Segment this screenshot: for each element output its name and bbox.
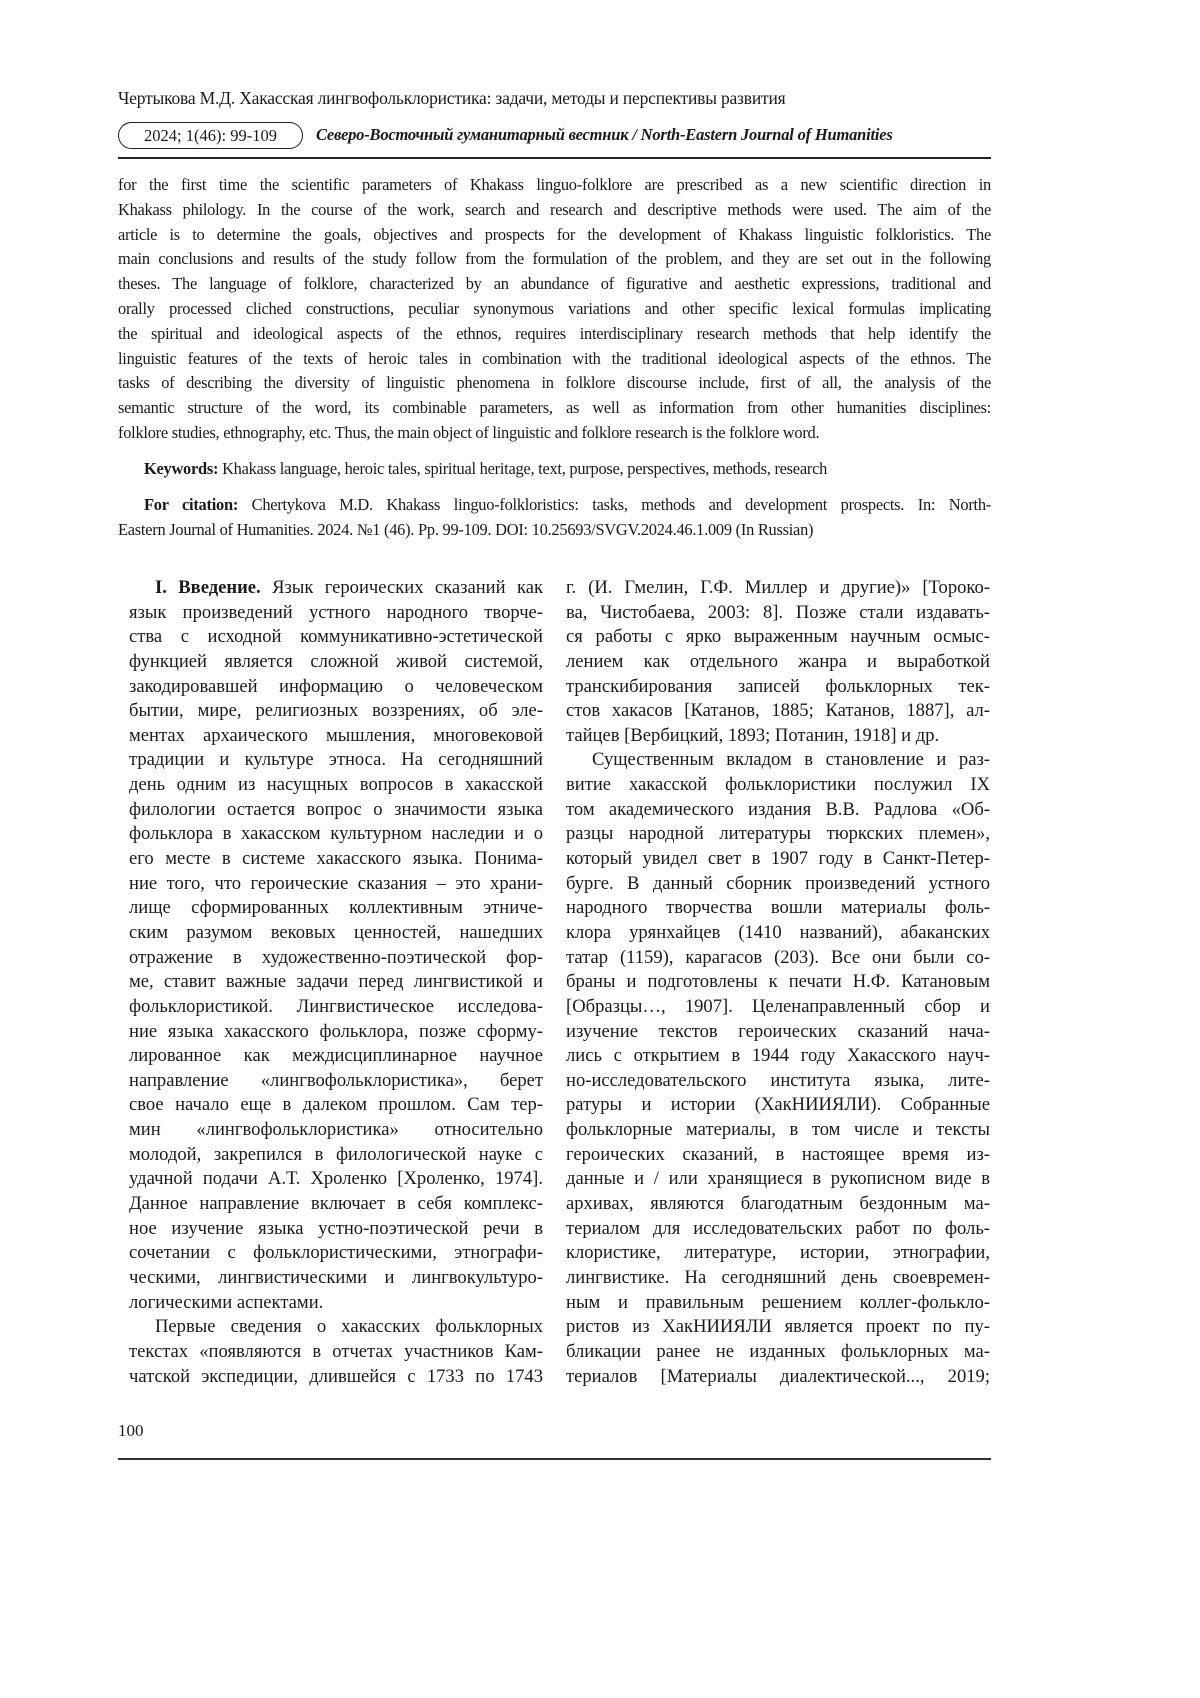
text-line: лированное как междисциплинарное научное [129,1045,543,1067]
keywords [118,457,991,482]
citation-line [118,493,991,518]
text-line: язык произведений устного народного творче- [129,601,543,623]
text-line: но-исследовательского института языка, лите- [566,1069,990,1091]
text-line: молодой, закрепился в филологической науке с [129,1143,543,1165]
text-line: тайцев [Вербицкий, 1893; Потанин, 1918] и др. [566,724,940,746]
text-line: ристов из ХакНИИЯЛИ является проект по пу- [566,1316,990,1338]
text-span: Язык героических сказаний как [260,577,543,598]
text-line: разцы народной литературы тюркских племен», [566,823,990,845]
text-line: чатской экспедиции, длившейся с 1733 по 1743 [129,1365,543,1387]
keywords-label: Keywords: [144,459,219,478]
text-line: героических сказаний, в настоящее время из- [566,1143,990,1165]
text-line: ва, Чистобаева, 2003: 8]. Позже стали издавать- [566,601,990,623]
abstract-line: theses. The language of folklore, characterized by an abundance of figurative and aesthetic expressions, traditional and [118,274,991,294]
text-line: стов хакасов [Катанов, 1885; Катанов, 1887], ал- [566,700,990,722]
running-title: Чертыкова М.Д. Хакасская лингвофольклористика: задачи, методы и перспективы развития [118,88,786,108]
text-line [129,576,543,601]
abstract-line: main conclusions and results of the study follow from the formulation of the problem, and they are set out in the following [118,249,991,269]
text-line: его месте в системе хакасского языка. Понима- [129,848,543,870]
text-line: мин «лингвофольклористика» относительно [129,1119,543,1141]
text-line: ческими, лингвистическими и лингвокультуро- [129,1266,543,1288]
abstract [118,173,991,446]
abstract-line: tasks of describing the diversity of linguistic phenomena in folklore discourse include, first of all, the analysis of the [118,373,991,393]
text-line: ся работы с ярко выраженным научным осмыс- [566,626,990,648]
abstract-line: semantic structure of the word, its combinable parameters, as well as information from other humanities disciplines: [118,398,991,418]
text-line: фольклорные материалы, в том числе и тексты [566,1119,990,1141]
abstract-line: the spiritual and ideological aspects of the ethnos, requires interdisciplinary research methods that help identify the [118,323,991,343]
text-line: фольклористикой. Лингвистическое исследова- [129,995,543,1017]
text-line: удачной подачи А.Т. Хроленко [Хроленко, 1974]. [129,1168,543,1190]
page-number: 100 [118,1421,144,1440]
text-line: ное изучение языка устно-поэтической речи в [129,1217,543,1239]
text-line: г. (И. Гмелин, Г.Ф. Миллер и другие)» [Тороко- [566,577,990,598]
text-line: сочетании с фольклористическими, этнографи- [129,1242,543,1264]
text-line: день одним из насущных вопросов в хакасской [129,774,543,796]
text-line: ме, ставит важные задачи перед лингвистикой и [129,971,543,993]
text-line: витие хакасской фольклористики послужил IX [566,774,990,796]
footer-divider [118,1458,991,1460]
text-line: транскибирования записей фольклорных тек- [566,675,990,697]
abstract-line: orally processed cliched constructions, peculiar synonymous variations and other specific lexical formulas implicating [118,298,991,318]
abstract-line: for the first time the scientific parameters of Khakass linguo-folklore are prescribed as a new scientific direction in [118,175,991,194]
text-line: который увидел свет в 1907 году в Санкт-Петер- [566,848,990,870]
text-line: свое начало еще в далеком прошлом. Сам тер- [129,1094,543,1116]
section-heading: I. Введение. [155,577,261,598]
text-line: логическими аспектами. [129,1291,324,1313]
citation [118,493,991,543]
abstract-line: article is to determine the goals, objectives and prospects for the development of Khakass linguistic folkloristics. The [118,224,991,244]
body-column-right [566,576,990,1389]
text-line: традиции и культуре этноса. На сегодняшний [129,749,543,771]
citation-label: For citation: [144,495,239,514]
text-line: функцией является сложной живой системой, [129,650,543,672]
text-line: бурге. В данный сборник произведений устного [566,872,990,894]
text-line: лище сформированных коллективным этниче- [129,897,543,919]
header-divider [118,157,991,159]
text-line: народного творчества вошли материалы фоль- [566,897,990,919]
text-line: ментах архаического мышления, многовековой [129,724,543,746]
abstract-line: folklore studies, ethnography, etc. Thus, the main object of linguistic and folklore research is the folklore word. [118,422,820,442]
text-line: лингвистике. На сегодняшний день своевремен- [566,1266,990,1288]
abstract-line: Khakass philology. In the course of the work, search and research and descriptive methods were used. The aim of the [118,199,991,219]
text-line: ства с исходной коммуникативно-эстетической [129,626,543,648]
text-line: ние языка хакасского фольклора, позже сформу- [129,1020,543,1042]
text-line: Существенным вкладом в становление и раз- [592,749,990,771]
text-line: татар (1159), карагасов (203). Все они были со- [566,946,990,968]
text-line: данные и / или хранящиеся в рукописном виде в [566,1168,990,1190]
journal-title: Северо-Восточный гуманитарный вестник / North-Eastern Journal of Humanities [316,125,893,144]
text-line: бликации ранее не изданных фольклорных ма- [566,1340,990,1362]
text-line: ратуры и истории (ХакНИИЯЛИ). Собранные [566,1094,990,1116]
text-line: браны и подготовлены к печати Н.Ф. Катановым [566,971,990,993]
keywords-text: Khakass language, heroic tales, spiritual heritage, text, purpose, perspectives, methods, research [218,459,828,478]
text-line: ским разумом вековых ценностей, нашедших [129,921,543,943]
abstract-line: linguistic features of the texts of heroic tales in combination with the traditional ideological aspects of the ethnos. The [118,348,991,368]
text-line: закодировавшей информацию о человеческом [129,675,543,697]
text-line: лением как отдельного жанра и выработкой [566,650,990,672]
text-line: том академического издания В.В. Радлова «Об- [566,798,990,820]
text-line: направление «лингвофольклористика», берет [129,1069,543,1091]
text-line: лись с открытием в 1944 году Хакасского науч- [566,1045,990,1067]
text-line: отражение в художественно-поэтической фор- [129,946,543,968]
text-line: клора урянхайцев (1410 названий), абаканских [566,921,990,943]
citation-text: Chertykova M.D. Khakass linguo-folkloristics: tasks, methods and development prospects. In: North- [238,495,991,514]
text-line: фольклора в хакасском культурном наследии и о [129,823,543,845]
body-column-left [129,576,543,1389]
text-line: архивах, являются благодатным бездонным ма- [566,1193,990,1215]
text-line: Данное направление включает в себя комплекс- [129,1193,543,1215]
text-line: изучение текстов героических сказаний нача- [566,1020,990,1042]
text-line: териалов [Материалы диалектической..., 2019; [566,1365,990,1387]
text-line: [Образцы…, 1907]. Целенаправленный сбор и [566,995,990,1017]
text-line: териалом для исследовательских работ по фоль- [566,1217,990,1239]
issue-badge: 2024; 1(46): 99-109 [118,122,303,149]
text-line: клористике, литературе, истории, этнографии, [566,1242,990,1264]
text-line: текстах «появляются в отчетах участников Кам- [129,1340,543,1362]
text-line: Первые сведения о хакасских фольклорных [155,1316,543,1338]
citation-line: Eastern Journal of Humanities. 2024. №1 (46). Pp. 99-109. DOI: 10.25693/SVGV.2024.46.1.009 (In Russian) [118,519,814,539]
text-line: бытии, мире, религиозных воззрениях, об эле- [129,700,543,722]
text-line: ние того, что героические сказания – это храни- [129,872,543,894]
text-line: филологии остается вопрос о значимости языка [129,798,543,820]
text-line: ным и правильным решением коллег-фолькло- [566,1291,990,1313]
